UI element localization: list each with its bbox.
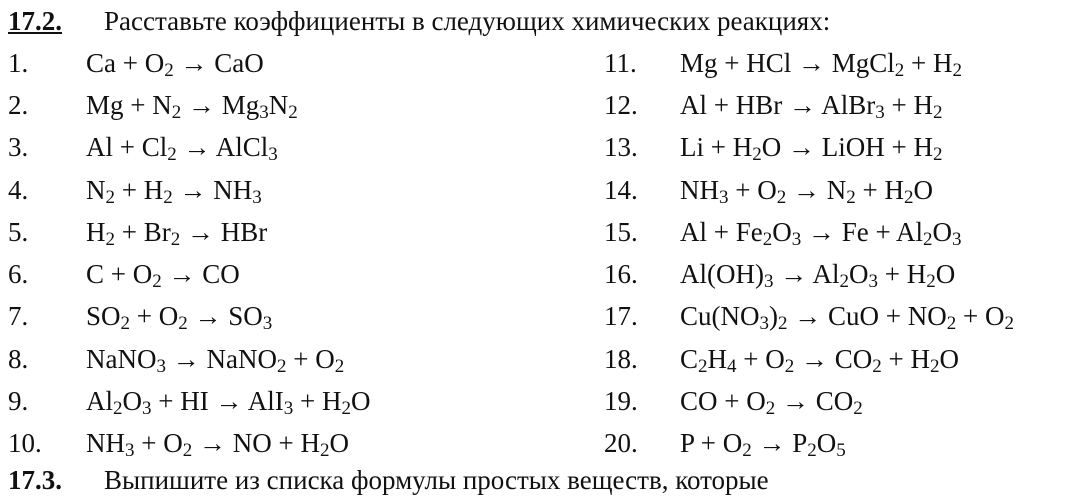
- equation-row: [604, 253, 1014, 295]
- equation-row: [8, 296, 370, 338]
- chemical-equation: NaNO$_3$ → NaNO$_2$ + $O_2$: [86, 343, 345, 377]
- equation-row: [8, 253, 370, 295]
- equation-index: 4.: [8, 174, 29, 205]
- equation-index: 10.: [8, 428, 42, 459]
- equation-row: [8, 84, 370, 126]
- equation-row: [604, 296, 1014, 338]
- chemical-equation: $C + O_2$ → CO: [86, 259, 240, 293]
- task-number: 17.2.: [8, 5, 62, 36]
- equation-row: [8, 211, 370, 253]
- right-equation-list: [604, 42, 1014, 465]
- chemical-equation: $Al(OH)_3 \to Al_2O_3 + H_2O$: [680, 259, 956, 293]
- equation-row: [8, 380, 370, 422]
- equation-index: 19.: [604, 386, 638, 417]
- chemical-equation: $Al + Fe_2O_3 \to Fe + Al_2O_3$: [680, 216, 962, 250]
- equation-index: 15.: [604, 216, 638, 247]
- next-task-heading: [8, 462, 769, 498]
- equation-row: [604, 380, 1014, 422]
- chemical-equation: $NH_3 + O_2$ → NO + $H_2O$: [86, 428, 349, 462]
- chemical-equation: CO + $O_2 \to CO_2$: [680, 386, 863, 420]
- equation-row: [8, 127, 370, 169]
- equation-index: 16.: [604, 259, 638, 290]
- equation-row: [604, 42, 1014, 84]
- equation-row: [604, 338, 1014, 380]
- chemical-equation: $NH_3 + O_2 \to N_2 + H_2O$: [680, 174, 933, 208]
- left-equation-list: [8, 42, 370, 465]
- equation-index: 5.: [8, 216, 29, 247]
- equation-index: 9.: [8, 386, 29, 417]
- chemical-equation: $Li + H_2O$ → LiOH + $H_2$: [680, 132, 943, 166]
- equation-row: [8, 169, 370, 211]
- next-task-text: Выпишите из списка формулы простых веществ, которые: [104, 464, 769, 495]
- task-instruction: Расставьте коэффициенты в следующих химических реакциях:: [104, 5, 831, 36]
- equation-index: 3.: [8, 132, 29, 163]
- equation-index: 20.: [604, 428, 638, 459]
- equation-row: [604, 423, 1014, 465]
- equation-row: [604, 127, 1014, 169]
- next-task-number: 17.3.: [8, 464, 62, 495]
- equation-row: [8, 42, 370, 84]
- chemical-equation: $Al + Cl_2$ → AlCl$_3$: [86, 132, 278, 166]
- chemical-equation: $N_2 + H_2 \to NH_3$: [86, 174, 262, 208]
- equation-index: 13.: [604, 132, 638, 163]
- equation-row: [604, 169, 1014, 211]
- chemical-equation: Al + HBr → AlBr$_3$ + $H_2$: [680, 89, 943, 123]
- equation-index: 2.: [8, 89, 29, 120]
- chemical-equation: $Mg + N_2 \to Mg_3N_2$: [86, 89, 298, 123]
- chemical-equation: $H_2 + Br_2$ → HBr: [86, 216, 268, 250]
- equation-index: 12.: [604, 89, 638, 120]
- task-heading: [8, 2, 830, 40]
- equation-index: 7.: [8, 301, 29, 332]
- equation-index: 11.: [604, 47, 637, 78]
- chemical-equation: Mg + HCl → MgCl$_2$ + $H_2$: [680, 47, 962, 81]
- chemical-equation: $Cu(NO_3)_2$ → CuO + $NO_2 + O_2$: [680, 301, 1014, 335]
- equation-index: 18.: [604, 343, 638, 374]
- chemical-equation: $P + O_2 \to P_2O_5$: [680, 428, 846, 462]
- equation-row: [8, 338, 370, 380]
- chemical-equation: $Al_2O_3$ + HI → $AlI_3 + H_2O$: [86, 386, 371, 420]
- equation-index: 14.: [604, 174, 638, 205]
- equation-row: [604, 84, 1014, 126]
- equation-index: 17.: [604, 301, 638, 332]
- equation-index: 8.: [8, 343, 29, 374]
- equation-index: 6.: [8, 259, 29, 290]
- equation-row: [604, 211, 1014, 253]
- chemical-equation: $SO_2 + O_2 \to SO_3$: [86, 301, 273, 335]
- equation-index: 1.: [8, 47, 29, 78]
- equation-row: [8, 423, 370, 465]
- chemical-equation: $Ca + O_2$ → CaO: [86, 47, 264, 81]
- chemical-equation: $C_2H_4 + O_2 \to CO_2 + H_2O$: [680, 343, 959, 377]
